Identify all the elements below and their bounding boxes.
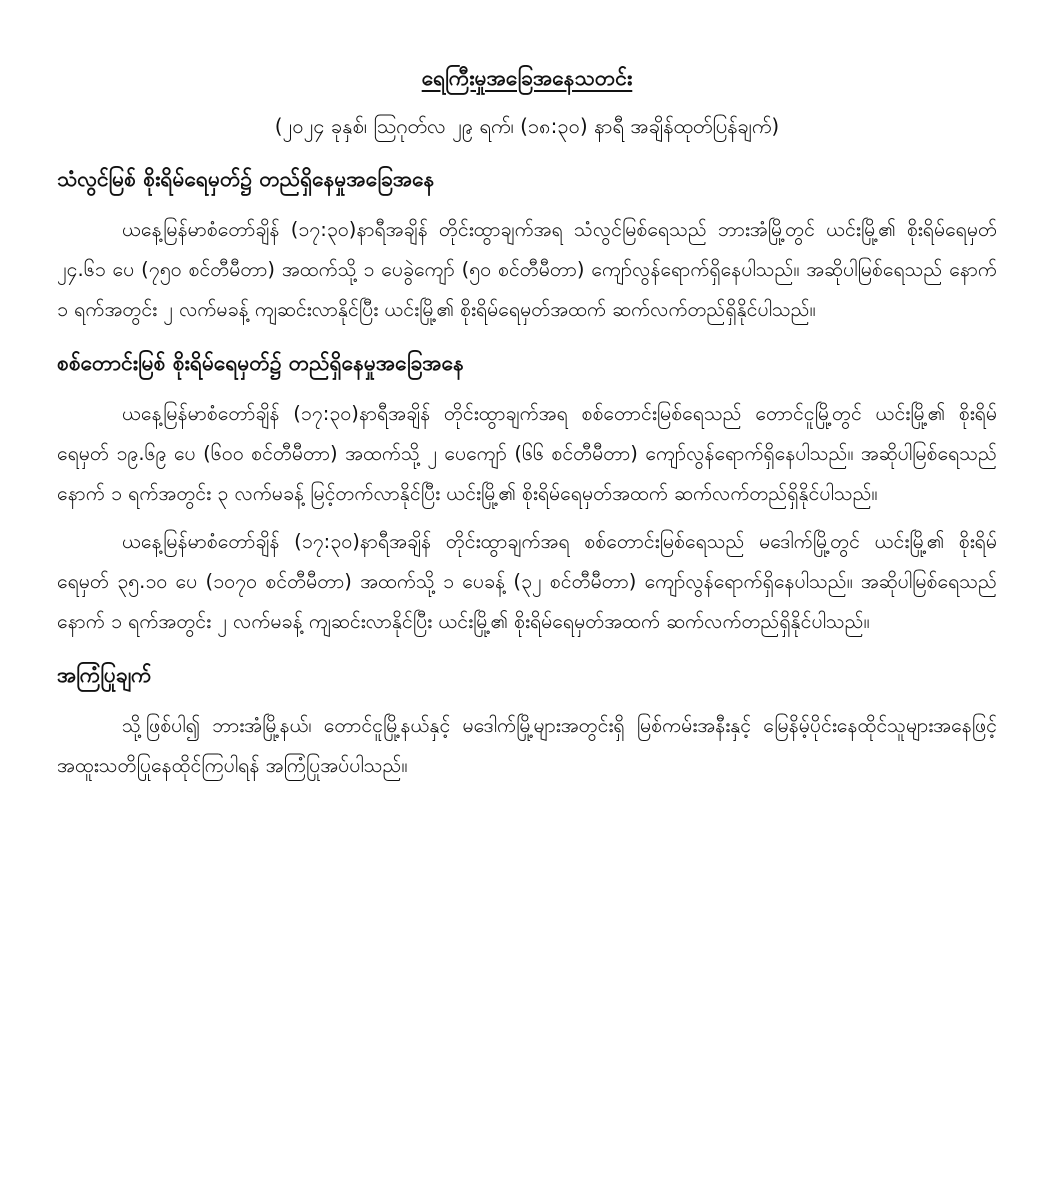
section-salween-river <box>57 156 997 330</box>
paragraph: ယနေ့မြန်မာစံတော်ချိန် (၁၇:၃၀)နာရီအချိန် တိုင်းထွာချက်အရ သံလွင်မြစ်ရေသည် ဘားအံမြို့တွင် ယင်းမြို့၏ စိုးရိမ်ရေမှတ် ၂၄.၆၁ ပေ (၇၅၀ စင်တီမီတာ) အထက်သို့ ၁ ပေခွဲကျော် (၅၀ စင်တီမီတာ) ကျော်လွန်ရောက်ရှိနေပါသည်။ အဆိုပါမြစ်ရေသည် နောက် ၁ ရက်အတွင်း ၂ လက်မခန့် ကျဆင်းလာနိုင်ပြီး ယင်းမြို့၏ စိုးရိမ်ရေမှတ်အထက် ဆက်လက်တည်ရှိနိုင်ပါသည်။ <box>57 218 997 321</box>
paragraph: ယနေ့မြန်မာစံတော်ချိန် (၁၇:၃၀)နာရီအချိန် တိုင်းထွာချက်အရ စစ်တောင်းမြစ်ရေသည် တောင်ငူမြို့တွင် ယင်းမြို့၏ စိုးရိမ်ရေမှတ် ၁၉.၆၉ ပေ (၆၀၀ စင်တီမီတာ) အထက်သို့ ၂ ပေကျော် (၆၆ စင်တီမီတာ) ကျော်လွန်ရောက်ရှိနေပါသည်။ အဆိုပါမြစ်ရေသည် နောက် ၁ ရက်အတွင်း ၃ လက်မခန့် မြင့်တက်လာနိုင်ပြီး ယင်းမြို့၏ စိုးရိမ်ရေမှတ်အထက် ဆက်လက်တည်ရှိနိုင်ပါသည်။ <box>57 402 997 505</box>
document-date-line: (၂၀၂၄ ခုနှစ်၊ ဩဂုတ်လ ၂၉ ရက်၊ (၁၈:၃၀) နာရီ အချိန်ထုတ်ပြန်ချက်) <box>274 114 780 138</box>
section-heading: စစ်တောင်းမြစ် စိုးရိမ်ရေမှတ်၌ တည်ရှိနေမှုအခြေအနေ <box>57 351 464 375</box>
paragraph: ယနေ့မြန်မာစံတော်ချိန် (၁၇:၃၀)နာရီအချိန် တိုင်းထွာချက်အရ စစ်တောင်းမြစ်ရေသည် မဒေါက်မြို့တွင် ယင်းမြို့၏ စိုးရိမ်ရေမှတ် ၃၅.၁၀ ပေ (၁၀၇၀ စင်တီမီတာ) အထက်သို့ ၁ ပေခန့် (၃၂ စင်တီမီတာ) ကျော်လွန်ရောက်ရှိနေပါသည်။ အဆိုပါမြစ်ရေသည် နောက် ၁ ရက်အတွင်း ၂ လက်မခန့် ကျဆင်းလာနိုင်ပြီး ယင်းမြို့၏ စိုးရိမ်ရေမှတ်အထက် ဆက်လက်တည်ရှိနိုင်ပါသည်။ <box>57 530 997 633</box>
paragraph: သို့ဖြစ်ပါ၍ ဘားအံမြို့နယ်၊ တောင်ငူမြို့နယ်နှင့် မဒေါက်မြို့များအတွင်းရှိ မြစ်ကမ်းအနီးနှင့် မြေနိမ့်ပိုင်းနေထိုင်သူများအနေဖြင့် အထူးသတိပြုနေထိုင်ကြပါရန် အကြံပြုအပ်ပါသည်။ <box>57 714 997 777</box>
section-sittaung-river <box>57 340 997 642</box>
document-page <box>57 58 997 786</box>
section-heading: သံလွင်မြစ် စိုးရိမ်ရေမှတ်၌ တည်ရှိနေမှုအခြေအနေ <box>57 167 435 191</box>
section-advice <box>57 652 997 786</box>
section-heading: အကြံပြုချက် <box>57 663 152 687</box>
document-title: ရေကြီးမှုအခြေအနေသတင်း <box>421 66 633 90</box>
